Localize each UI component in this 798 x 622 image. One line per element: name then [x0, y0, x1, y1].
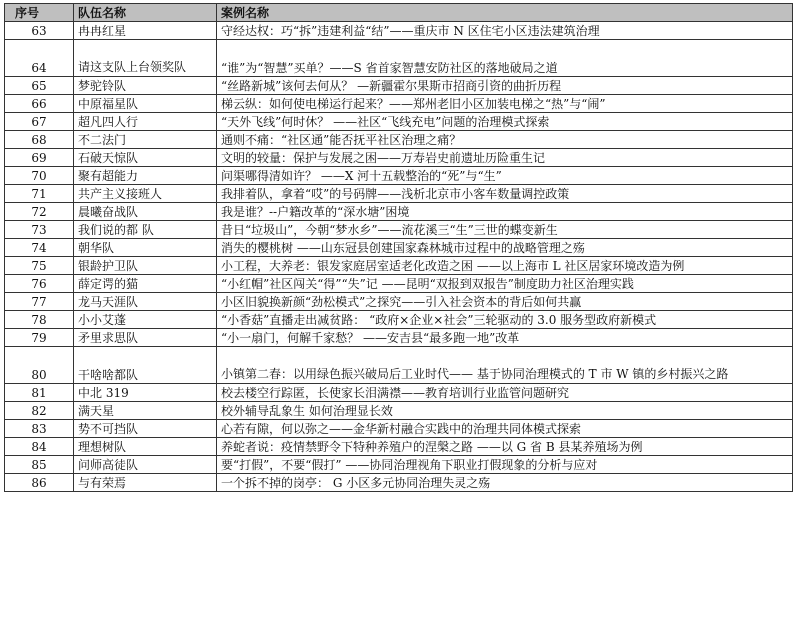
team-name-cell: 请这支队上台领奖队 — [74, 40, 217, 77]
serial-number-cell: 68 — [5, 131, 74, 149]
serial-number-cell: 80 — [5, 347, 74, 384]
serial-number-cell: 70 — [5, 167, 74, 185]
serial-number-cell: 77 — [5, 293, 74, 311]
table-row — [5, 95, 793, 113]
team-name-cell: 石破天惊队 — [74, 149, 217, 167]
case-name-cell: 养蛇者说：疫情禁野令下特种养殖户的涅槃之路 ——以 G 省 B 县某养殖场为例 — [217, 438, 793, 456]
team-name-cell: 不二法门 — [74, 131, 217, 149]
team-name-cell: 中北 319 — [74, 384, 217, 402]
table-row — [5, 347, 793, 384]
case-name-cell: “小一扇门，何解千家愁？ ——安吉县“最多跑一地”改革 — [217, 329, 793, 347]
team-name-cell: 银龄护卫队 — [74, 257, 217, 275]
team-name-cell: 我们说的都 队 — [74, 221, 217, 239]
serial-number-cell: 76 — [5, 275, 74, 293]
case-name-cell: “丝路新城”该何去何从？ —新疆霍尔果斯市招商引资的曲折历程 — [217, 77, 793, 95]
team-name-cell: 小小艾蓬 — [74, 311, 217, 329]
serial-number-cell: 73 — [5, 221, 74, 239]
serial-number-cell: 78 — [5, 311, 74, 329]
table-row — [5, 420, 793, 438]
case-name-cell: 心若有隙，何以弥之——金华新村融合实践中的治理共同体模式探索 — [217, 420, 793, 438]
team-name-cell: 矛里求思队 — [74, 329, 217, 347]
team-name-cell: 薛定谔的猫 — [74, 275, 217, 293]
table-row — [5, 239, 793, 257]
team-name-cell: 超凡四人行 — [74, 113, 217, 131]
serial-number-cell: 85 — [5, 456, 74, 474]
team-name-cell: 晨曦奋战队 — [74, 203, 217, 221]
table-row — [5, 221, 793, 239]
serial-number-cell: 71 — [5, 185, 74, 203]
team-name-cell: 满天星 — [74, 402, 217, 420]
case-name-cell: 消失的樱桃树 ——山东冠县创建国家森林城市过程中的战略管理之殇 — [217, 239, 793, 257]
table-row — [5, 185, 793, 203]
table-row — [5, 293, 793, 311]
serial-number-cell: 84 — [5, 438, 74, 456]
table-row — [5, 329, 793, 347]
table-row — [5, 456, 793, 474]
case-name-cell: “小红帽”社区闯关“得”“失”记 ——昆明“双报到双报告”制度助力社区治理实践 — [217, 275, 793, 293]
case-name-cell: 小区旧貌换新颜“劲松模式”之探究——引入社会资本的背后如何共赢 — [217, 293, 793, 311]
case-name-cell: 文明的较量：保护与发展之困——万寿岩史前遗址历险重生记 — [217, 149, 793, 167]
serial-number-cell: 69 — [5, 149, 74, 167]
serial-number-cell: 82 — [5, 402, 74, 420]
team-name-cell: 中原福星队 — [74, 95, 217, 113]
team-name-cell: 理想树队 — [74, 438, 217, 456]
team-name-cell: 朝华队 — [74, 239, 217, 257]
case-name-cell: “谁”为“智慧”买单？——S 省首家智慧安防社区的落地破局之道 — [217, 40, 793, 77]
table-row — [5, 77, 793, 95]
table-row — [5, 474, 793, 492]
team-name-cell: 冉冉红星 — [74, 22, 217, 40]
case-name-cell: 校外辅导乱象生 如何治理显长效 — [217, 402, 793, 420]
case-name-cell: “小香菇”直播走出减贫路： “政府×企业×社会”三轮驱动的 3.0 服务型政府新模式 — [217, 311, 793, 329]
serial-number-cell: 65 — [5, 77, 74, 95]
table-row — [5, 257, 793, 275]
team-name-cell: 与有荣焉 — [74, 474, 217, 492]
table-row — [5, 113, 793, 131]
serial-number-cell: 74 — [5, 239, 74, 257]
team-name-cell: 势不可挡队 — [74, 420, 217, 438]
case-name-cell: 小工程，大养老：银发家庭居室适老化改造之困 ——以上海市 L 社区居家环境改造为例 — [217, 257, 793, 275]
case-name-cell: 要“打假”，不要“假打” ——协同治理视角下职业打假现象的分析与应对 — [217, 456, 793, 474]
team-name-cell: 问师高徒队 — [74, 456, 217, 474]
table-row — [5, 384, 793, 402]
serial-number-cell: 81 — [5, 384, 74, 402]
case-name-cell: 校去楼空行踪匿，长使家长泪满襟——教育培训行业监管问题研究 — [217, 384, 793, 402]
table-row — [5, 311, 793, 329]
case-name-cell: 梯云纵：如何使电梯运行起来？——郑州老旧小区加装电梯之“热”与“闹” — [217, 95, 793, 113]
case-name-cell: 我是谁？--户籍改革的“深水塘”困境 — [217, 203, 793, 221]
case-table — [4, 3, 793, 492]
serial-number-cell: 67 — [5, 113, 74, 131]
serial-number-cell: 66 — [5, 95, 74, 113]
table-row — [5, 22, 793, 40]
case-name-cell: 守经达权：巧“拆”违建利益“结”——重庆市 N 区住宅小区违法建筑治理 — [217, 22, 793, 40]
case-name-cell: 问渠哪得清如许？ ——X 河十五载整治的“死”与“生” — [217, 167, 793, 185]
header-team-name: 队伍名称 — [74, 4, 217, 22]
serial-number-cell: 75 — [5, 257, 74, 275]
case-name-cell: 通则不痛：“社区通”能否抚平社区治理之痛？ — [217, 131, 793, 149]
team-name-cell: 梦驼铃队 — [74, 77, 217, 95]
case-name-cell: 昔日“垃圾山”，今朝“梦水乡”——流花溪三“生”三世的蝶变新生 — [217, 221, 793, 239]
team-name-cell: 龙马天涯队 — [74, 293, 217, 311]
table-row — [5, 40, 793, 77]
serial-number-cell: 83 — [5, 420, 74, 438]
table-row — [5, 203, 793, 221]
table-row — [5, 402, 793, 420]
header-case-name: 案例名称 — [217, 4, 793, 22]
team-name-cell: 聚有超能力 — [74, 167, 217, 185]
table-header-row — [5, 4, 793, 22]
serial-number-cell: 72 — [5, 203, 74, 221]
case-name-cell: 我排着队，拿着“哎”的号码牌——浅析北京市小客车数量调控政策 — [217, 185, 793, 203]
table-row — [5, 167, 793, 185]
header-serial-number: 序号 — [5, 4, 74, 22]
serial-number-cell: 86 — [5, 474, 74, 492]
case-name-cell: “天外飞线”何时休？ ——社区“飞线充电”问题的治理模式探索 — [217, 113, 793, 131]
table-row — [5, 131, 793, 149]
serial-number-cell: 63 — [5, 22, 74, 40]
table-row — [5, 275, 793, 293]
team-name-cell: 共产主义接班人 — [74, 185, 217, 203]
team-name-cell: 干啥啥都队 — [74, 347, 217, 384]
table-row — [5, 149, 793, 167]
case-name-cell: 小镇第二春：以用绿色振兴破局后工业时代—— 基于协同治理模式的 T 市 W 镇的乡村振兴之路 — [217, 347, 793, 384]
serial-number-cell: 64 — [5, 40, 74, 77]
case-name-cell: 一个拆不掉的岗亭： G 小区多元协同治理失灵之殇 — [217, 474, 793, 492]
table-row — [5, 438, 793, 456]
serial-number-cell: 79 — [5, 329, 74, 347]
